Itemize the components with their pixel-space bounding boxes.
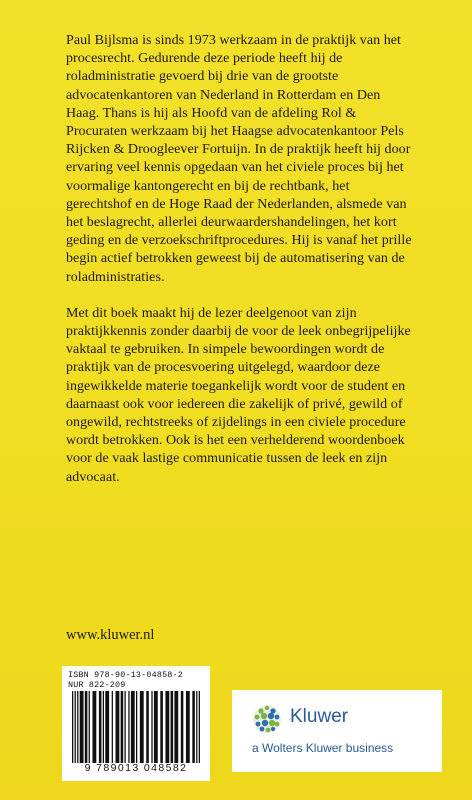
barcode-bar (80, 691, 84, 763)
blurb-paragraph-1: Paul Bijlsma is sinds 1973 werkzaam in de praktijk van het procesrecht. Gedurende deze periode heeft hij de roladministratie gevoerd bij drie van de grootste advocatenkantoren van Nederland in Rotterdam en Den Haag. Thans is hij als Hoofd van de afdeling Rol & Procuraten werkzaam bij het Haagse advocatenkantoor Pels Rijcken & Droogleever Fortuijn. In de praktijk heeft hij door ervaring veel kennis opgedaan van het civiele proces bij het voormalige kantongerecht en bij de rechtbank, het gerechtshof en de Hoge Raad der Nederlanden, alsmede van het beslagrecht, allerlei deurwaardershandelingen, het kort geding en de verzoekschriftprocedures. Hij is vanaf het prille begin actief betrokken geweest bij de automatisering van de roladministraties. (66, 33, 412, 285)
barcode-bar (160, 691, 163, 763)
barcode-bar (151, 691, 152, 763)
barcode-bar (171, 691, 174, 763)
barcode-label (62, 666, 210, 781)
logo-dot (261, 713, 267, 719)
publisher-name: Kluwer (290, 706, 349, 727)
logo-dot (265, 706, 269, 710)
logo-dot (266, 728, 271, 733)
barcode-icon (72, 691, 200, 763)
barcode-bar (146, 691, 149, 763)
barcode-bar (181, 691, 184, 763)
logo-dot (271, 727, 275, 731)
logo-dot (275, 722, 280, 727)
logo-dot (258, 708, 263, 713)
barcode-bar (165, 691, 169, 763)
barcode-bar (124, 691, 125, 763)
barcode-bar (85, 691, 88, 763)
barcode-bar (186, 691, 190, 763)
blurb-text (66, 32, 416, 487)
logo-dot (269, 720, 275, 726)
barcode-bar (154, 691, 158, 763)
nur-code: NUR 822-209 (68, 680, 126, 690)
logo-dot (268, 713, 274, 719)
barcode-bar (140, 691, 144, 763)
barcode-bar (99, 691, 102, 763)
barcode-digits: 9 789013 048582 (84, 762, 188, 774)
blurb-paragraph-2: Met dit boek maakt hij de lezer deelgenoot van zijn praktijkkennis zonder daarbij de voor de leek onbegrijpelijke vaktaal te gebruiken. In simpele bewoordingen wordt de praktijk van de procesvoering uitgelegd, waardoor deze ingewikkelde materie toegankelijk wordt voor de student en daarnaast ook voor iedereen die zakelijk of privé, gewild of ongewild, rechtstreeks of zijdelings in een civiele procedure wordt betrokken. Ook is het een verhelderend woordenboek voor de vaak lastige communicatie tussen de leek en zijn advocaat. (66, 305, 411, 485)
logo-dot (255, 715, 260, 720)
barcode-bar (103, 691, 104, 763)
barcode-bar (116, 691, 120, 763)
barcode-bar (112, 691, 113, 763)
logo-dot (275, 715, 280, 720)
publisher-website: www.kluwer.nl (66, 627, 155, 643)
barcode-bar (131, 691, 135, 763)
barcode-bar (192, 691, 195, 763)
barcode-bar (92, 691, 96, 763)
publisher-tagline: a Wolters Kluwer business (252, 741, 394, 755)
barcode-bar (121, 691, 124, 763)
barcode-bar (128, 691, 129, 763)
logo-dot (260, 727, 265, 732)
barcode-bar (72, 691, 73, 763)
logo-dot (262, 720, 268, 726)
logo-dot (256, 722, 261, 727)
barcode-bar (89, 691, 90, 763)
isbn-number: ISBN 978-90-13-04858-2 (68, 670, 183, 680)
barcode-bar (105, 691, 109, 763)
barcode-bar (77, 691, 78, 763)
kluwer-logo-icon (252, 704, 282, 734)
barcode-bar (136, 691, 137, 763)
barcode-bar (174, 691, 178, 763)
barcode-bar (199, 691, 200, 763)
barcode-bar (196, 691, 197, 763)
publisher-logo-box (232, 690, 442, 772)
barcode-bar (75, 691, 76, 763)
